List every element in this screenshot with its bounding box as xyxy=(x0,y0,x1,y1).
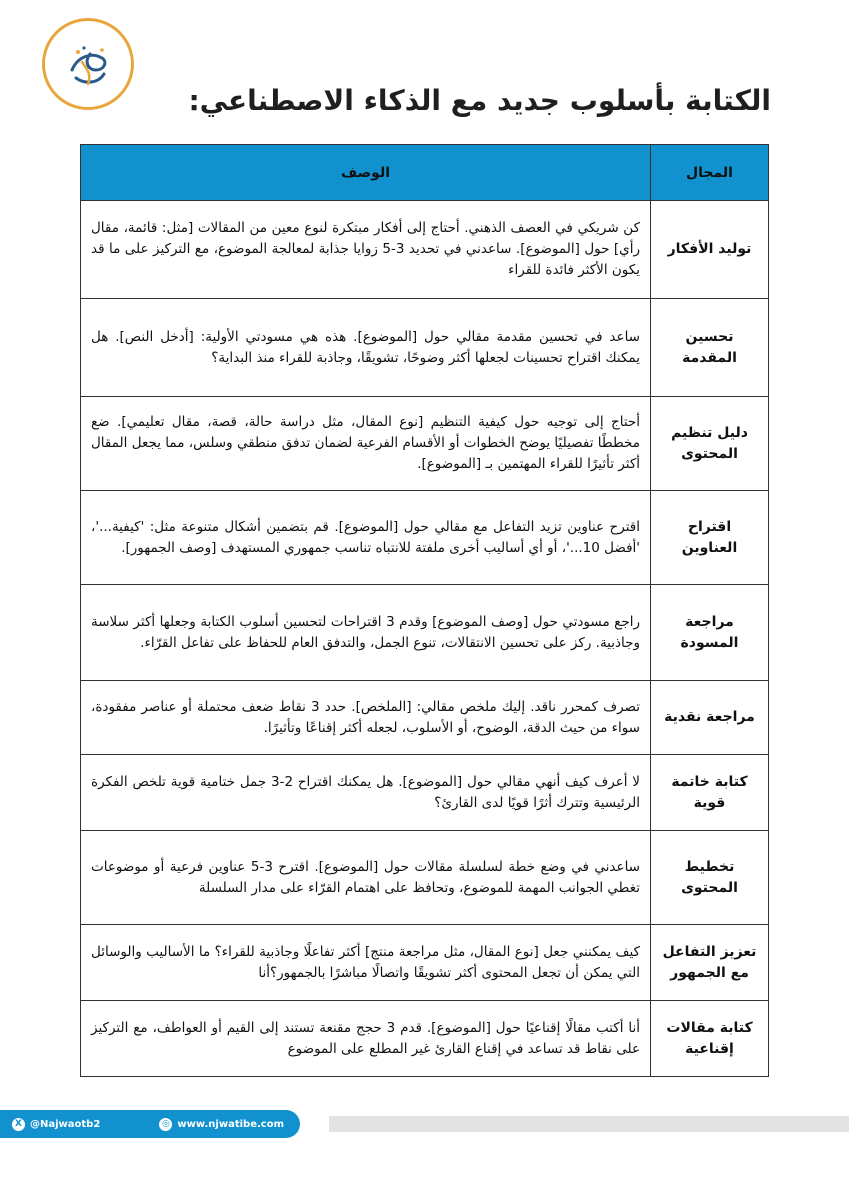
row-description: كيف يمكنني جعل [نوع المقال، مثل مراجعة منتج] أكثر تفاعلًا وجاذبية للقراء؟ ما الأساليب والوسائل التي يمكن أن تجعل المحتوى أكثر تشويقًا واتصالًا مباشرًا بالجمهور؟أنا xyxy=(81,925,651,1001)
row-description: أنا أكتب مقالًا إقناعيًا حول [الموضوع]. قدم 3 حجج مقنعة تستند إلى القيم أو العواطف، مع التركيز على نقاط قد تساعد في إقناع القارئ غير المطلع على الموضوع xyxy=(81,1001,651,1077)
table-row xyxy=(81,201,769,299)
table-row xyxy=(81,831,769,925)
row-description: ساعد في تحسين مقدمة مقالي حول [الموضوع]. هذه هي مسودتي الأولية: [أدخل النص]. هل يمكنك اقتراح تحسينات لجعلها أكثر وضوحًا، تشويقًا، وجاذبة للقراء منذ البداية؟ xyxy=(81,299,651,397)
row-description: راجع مسودتي حول [وصف الموضوع] وقدم 3 اقتراحات لتحسين أسلوب الكتابة وجعلها أكثر سلاسة وجاذبية. ركز على تحسين الانتقالات، تنوع الجمل، والتدفق العام للحفاظ على تفاعل القرّاء. xyxy=(81,585,651,681)
row-field: كتابة مقالات إقناعية xyxy=(651,1001,769,1077)
page-title: الكتابة بأسلوب جديد مع الذكاء الاصطناعي: xyxy=(188,84,771,117)
table-row xyxy=(81,299,769,397)
header-field: المجال xyxy=(651,145,769,201)
prompts-table xyxy=(80,144,769,1077)
table-row xyxy=(81,585,769,681)
row-field: دليل تنظيم المحتوى xyxy=(651,397,769,491)
row-field: تخطيط المحتوى xyxy=(651,831,769,925)
table-row xyxy=(81,755,769,831)
social-link[interactable] xyxy=(12,1118,100,1131)
website-link[interactable] xyxy=(159,1118,284,1131)
globe-icon: ◎ xyxy=(159,1118,172,1131)
row-field: كتابة خاتمة قوية xyxy=(651,755,769,831)
footer xyxy=(0,1110,849,1138)
row-field: اقتراح العناوين xyxy=(651,491,769,585)
row-description: كن شريكي في العصف الذهني. أحتاج إلى أفكار مبتكرة لنوع معين من المقالات [مثل: قائمة، مقال رأي] حول [الموضوع]. ساعدني في تحديد 3-5 زوايا جذابة لمعالجة الموضوع، مع التركيز على ما قد يكون الأكثر فائدة للقراء xyxy=(81,201,651,299)
row-field: مراجعة نقدية xyxy=(651,681,769,755)
table-row xyxy=(81,397,769,491)
row-field: توليد الأفكار xyxy=(651,201,769,299)
row-description: ساعدني في وضع خطة لسلسلة مقالات حول [الموضوع]. اقترح 3-5 عناوين فرعية أو موضوعات تغطي الجوانب المهمة للموضوع، وتحافظ على اهتمام القرّاء على مدار السلسلة xyxy=(81,831,651,925)
table-row xyxy=(81,491,769,585)
header-description: الوصف xyxy=(81,145,651,201)
row-description: لا أعرف كيف أنهي مقالي حول [الموضوع]. هل يمكنك اقتراح 2-3 جمل ختامية قوية تلخص الفكرة الرئيسية وتترك أثرًا قويًا لدى القارئ؟ xyxy=(81,755,651,831)
calligraphy-logo-icon xyxy=(58,34,118,94)
footer-pill xyxy=(0,1110,300,1138)
logo xyxy=(42,18,134,110)
table-row xyxy=(81,1001,769,1077)
table-row xyxy=(81,681,769,755)
row-description: أحتاج إلى توجيه حول كيفية التنظيم [نوع المقال، مثل دراسة حالة، قصة، مقال تعليمي]. ضع مخططًا تفصيليًا يوضح الخطوات أو الأقسام الفرعية لضمان تدفق منطقي وسلس، مما يجعل المقال أكثر تأثيرًا للقراء المهتمين بـ [الموضوع]. xyxy=(81,397,651,491)
row-field: مراجعة المسودة xyxy=(651,585,769,681)
row-field: تعزيز التفاعل مع الجمهور xyxy=(651,925,769,1001)
table-row xyxy=(81,925,769,1001)
x-social-icon: X xyxy=(12,1118,25,1131)
row-description: تصرف كمحرر ناقد. إليك ملخص مقالي: [الملخص]. حدد 3 نقاط ضعف محتملة أو عناصر مفقودة، سواء من حيث الدقة، الوضوح، أو الأسلوب، لجعله أكثر إقناعًا وتأثيرًا. xyxy=(81,681,651,755)
website-url: www.njwatibe.com xyxy=(177,1118,284,1130)
footer-bar xyxy=(329,1116,849,1132)
row-field: تحسين المقدمة xyxy=(651,299,769,397)
row-description: اقترح عناوين تزيد التفاعل مع مقالي حول [الموضوع]. قم بتضمين أشكال متنوعة مثل: 'كيفية...'، 'أفضل 10...'، أو أي أساليب أخرى ملفتة للانتباه تناسب جمهوري المستهدف [وصف الجمهور]. xyxy=(81,491,651,585)
table-header-row xyxy=(81,145,769,201)
social-handle: @Najwaotb2 xyxy=(30,1118,101,1130)
